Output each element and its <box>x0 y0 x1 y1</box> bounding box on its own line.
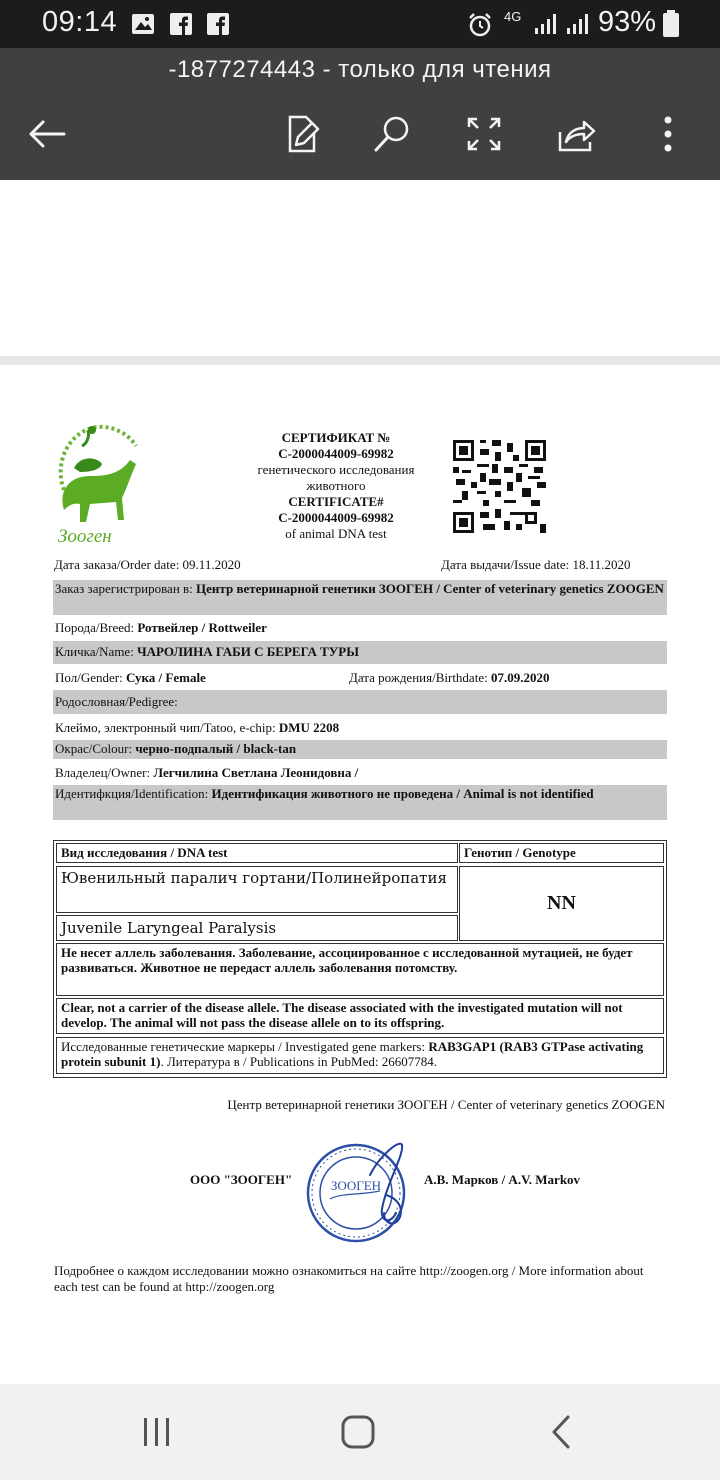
ident-value: Идентификация животного не проведена / Animal is not identified <box>211 786 594 801</box>
breed-value: Ротвейлер / Rottweiler <box>137 620 267 635</box>
col-test-header: Вид исследования / DNA test <box>56 843 458 863</box>
search-icon[interactable] <box>366 110 418 158</box>
page-separator <box>0 356 720 365</box>
genotype-value: NN <box>459 866 664 941</box>
issue-date: Дата выдачи/Issue date: 18.11.2020 <box>441 557 631 572</box>
cert-subtitle-ru-2: животного <box>306 478 366 493</box>
company-stamp <box>300 1135 420 1245</box>
markers-value: RAB3GAP1 (RAB3 GTPase activating protein subunit 1) <box>61 1039 644 1069</box>
chip-label: Клеймо, электронный чип/Tatoo, e-chip: <box>55 720 279 735</box>
colour-value: черно-подпалый / black-tan <box>135 741 297 756</box>
test-name-ru: Ювенильный паралич гортани/Полинейропатия <box>56 866 458 913</box>
edit-document-icon[interactable] <box>276 110 328 158</box>
share-icon[interactable] <box>550 110 602 158</box>
name-row <box>53 641 667 664</box>
name-label: Кличка/Name: <box>55 644 138 659</box>
test-name-en: Juvenile Laryngeal Paralysis <box>56 915 458 941</box>
cert-number-en: C-2000044009-69982 <box>278 510 394 525</box>
breed-label: Порода/Breed: <box>55 620 138 635</box>
name-value: ЧАРОЛИНА ГАБИ С БЕРЕГА ТУРЫ <box>137 644 359 659</box>
more-vert-icon[interactable] <box>642 110 694 158</box>
battery-icon <box>662 10 680 43</box>
chip-value: DMU 2208 <box>278 720 340 735</box>
owner-value: Легчилина Светлана Леонидовна / <box>153 765 359 780</box>
facebook-icon <box>168 11 194 42</box>
facebook-icon <box>205 11 231 42</box>
gender-row <box>53 669 667 687</box>
chip-row <box>53 719 667 737</box>
owner-label: Владелец/Owner: <box>55 765 154 780</box>
registered-value: Центр ветеринарной генетики ЗООГЕН / Center of veterinary genetics ZOOGEN <box>196 581 664 596</box>
qr-code <box>453 440 546 533</box>
fullscreen-icon[interactable] <box>458 110 510 158</box>
signal-icon <box>532 11 558 42</box>
center-name: Центр ветеринарной генетики ЗООГЕН / Center of veterinary genetics ZOOGEN <box>227 1097 665 1112</box>
certificate-header <box>236 430 436 542</box>
cert-title-en: CERTIFICATE# <box>288 494 384 509</box>
markers-label: Исследованные генетические маркеры / Investigated gene markers: <box>61 1039 429 1054</box>
registered-row <box>53 580 667 615</box>
conclusion-en: Clear, not a carrier of the disease allele. The disease associated with the investigated mutation will not develop. The animal will not pass the disease allele on to its offspring. <box>56 998 664 1034</box>
gene-markers <box>56 1037 664 1074</box>
cert-title-ru: СЕРТИФИКАТ № <box>281 430 391 445</box>
document-title: -1877274443 - только для чтения <box>168 56 552 83</box>
stamp-text: ЗООГЕН <box>330 1178 382 1193</box>
battery-percent: 93% <box>598 6 657 38</box>
registered-label: Заказ зарегистрирован в: <box>55 581 197 596</box>
navigation-bar <box>0 1384 720 1480</box>
logo-text: Зооген <box>58 526 112 547</box>
conclusion-ru: Не несет аллель заболевания. Заболевание, ассоциированное с исследованной мутацией, не будет развиваться. Животное не передаст аллель заболевания потомству. <box>56 943 664 996</box>
image-icon <box>130 11 156 42</box>
pedigree-row <box>53 690 667 714</box>
colour-row <box>53 740 667 759</box>
clock: 09:14 <box>42 6 118 38</box>
back-arrow-icon[interactable] <box>20 110 72 158</box>
signer-name: А.В. Марков / A.V. Markov <box>424 1172 581 1187</box>
status-bar <box>0 0 720 48</box>
ident-label: Идентифкция/Identification: <box>55 786 212 801</box>
home-icon[interactable] <box>333 1412 383 1452</box>
footer-note: Подробнее о каждом исследовании можно ознакомиться на сайте http://zoogen.org / More information about each test can be found at http://zoogen.org <box>54 1263 644 1294</box>
zoogen-logo <box>50 420 142 550</box>
app-bar <box>0 48 720 180</box>
recent-apps-icon[interactable] <box>132 1412 182 1452</box>
company-name: ООО "ЗООГЕН" <box>190 1172 293 1187</box>
gender-value: Сука / Female <box>125 670 206 685</box>
breed-row <box>53 619 667 637</box>
markers-publications: . Литература в / Publications in PubMed: 26607784. <box>160 1054 437 1069</box>
colour-label: Окрас/Colour: <box>55 741 136 756</box>
pedigree-label: Родословная/Pedigree: <box>55 694 178 709</box>
identification-row <box>53 785 667 820</box>
signal-icon <box>564 11 590 42</box>
birthdate-label: Дата рождения/Birthdate: <box>349 670 491 685</box>
birthdate-value: 07.09.2020 <box>490 670 550 685</box>
cert-subtitle-ru: генетического исследования <box>257 462 415 477</box>
order-date: Дата заказа/Order date: 09.11.2020 <box>54 557 241 572</box>
owner-row <box>53 764 667 782</box>
back-icon[interactable] <box>536 1412 586 1452</box>
cert-number-ru: С-2000044009-69982 <box>278 446 394 461</box>
gender-label: Пол/Gender: <box>55 670 126 685</box>
col-genotype-header: Генотип / Genotype <box>459 843 664 863</box>
network-type: 4G <box>504 9 522 24</box>
cert-subtitle-en: of animal DNA test <box>285 526 387 541</box>
alarm-icon <box>466 11 494 44</box>
